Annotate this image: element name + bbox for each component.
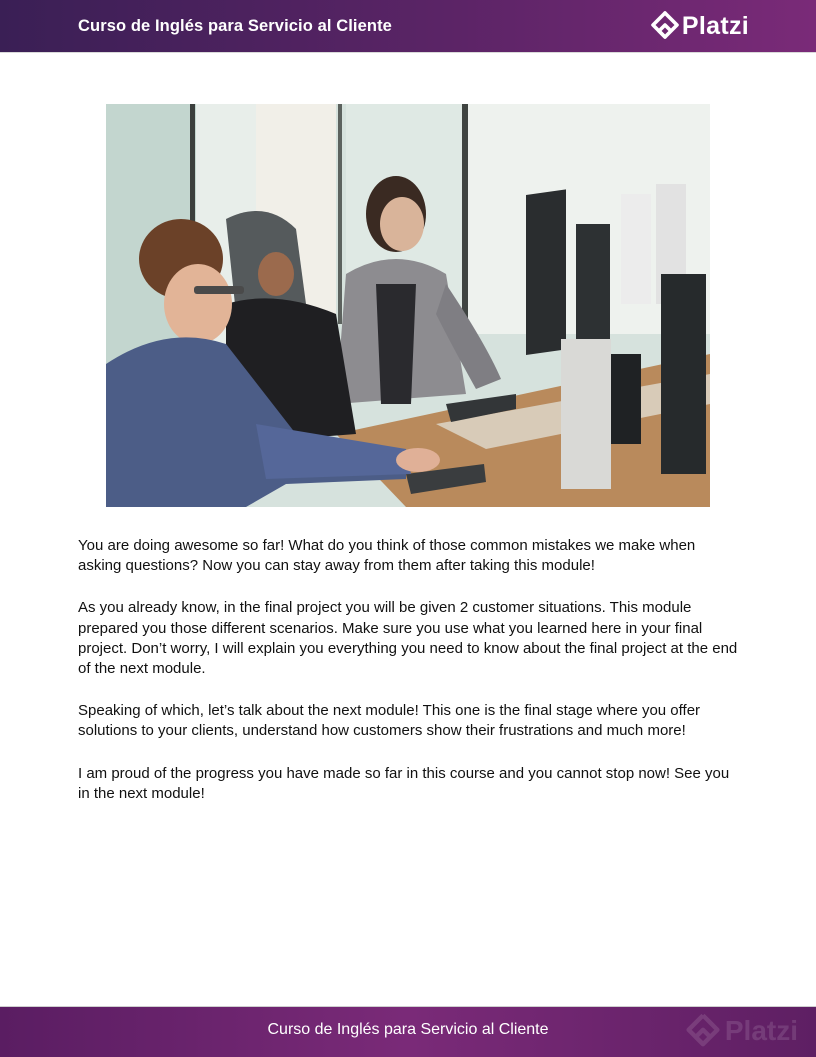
platzi-logo[interactable] [650, 9, 749, 43]
paragraph: I am proud of the progress you have made so far in this course and you cannot stop now! See you in the next module! [78, 764, 730, 802]
header-title: Curso de Inglés para Servicio al Cliente [78, 17, 392, 35]
paragraph: As you already know, in the final project you will be given 2 customer situations. This module prepared you those different scenarios. Make sure you use what you learned here in your final project. Don’t worry, I will explain you everything you need to know about the final project at the end of the next module. [78, 599, 738, 678]
platzi-logo-text: Platzi [681, 11, 749, 40]
page-header [0, 0, 816, 53]
office-photo [106, 104, 710, 507]
platzi-watermark-text: Platzi [724, 1015, 798, 1046]
platzi-logo-icon [650, 11, 680, 41]
page-footer [0, 1006, 816, 1057]
platzi-watermark [685, 1013, 798, 1049]
body-text [78, 536, 742, 826]
footer-title: Curso de Inglés para Servicio al Cliente [267, 1021, 549, 1038]
platzi-watermark-icon [685, 1013, 721, 1049]
paragraph: Speaking of which, let’s talk about the next module! This one is the final stage where you offer solutions to your clients, understand how customers show their frustrations and much more! [78, 702, 701, 740]
paragraph: You are doing awesome so far! What do you think of those common mistakes we make when asking questions? Now you can stay away from them after taking this module! [78, 537, 696, 575]
